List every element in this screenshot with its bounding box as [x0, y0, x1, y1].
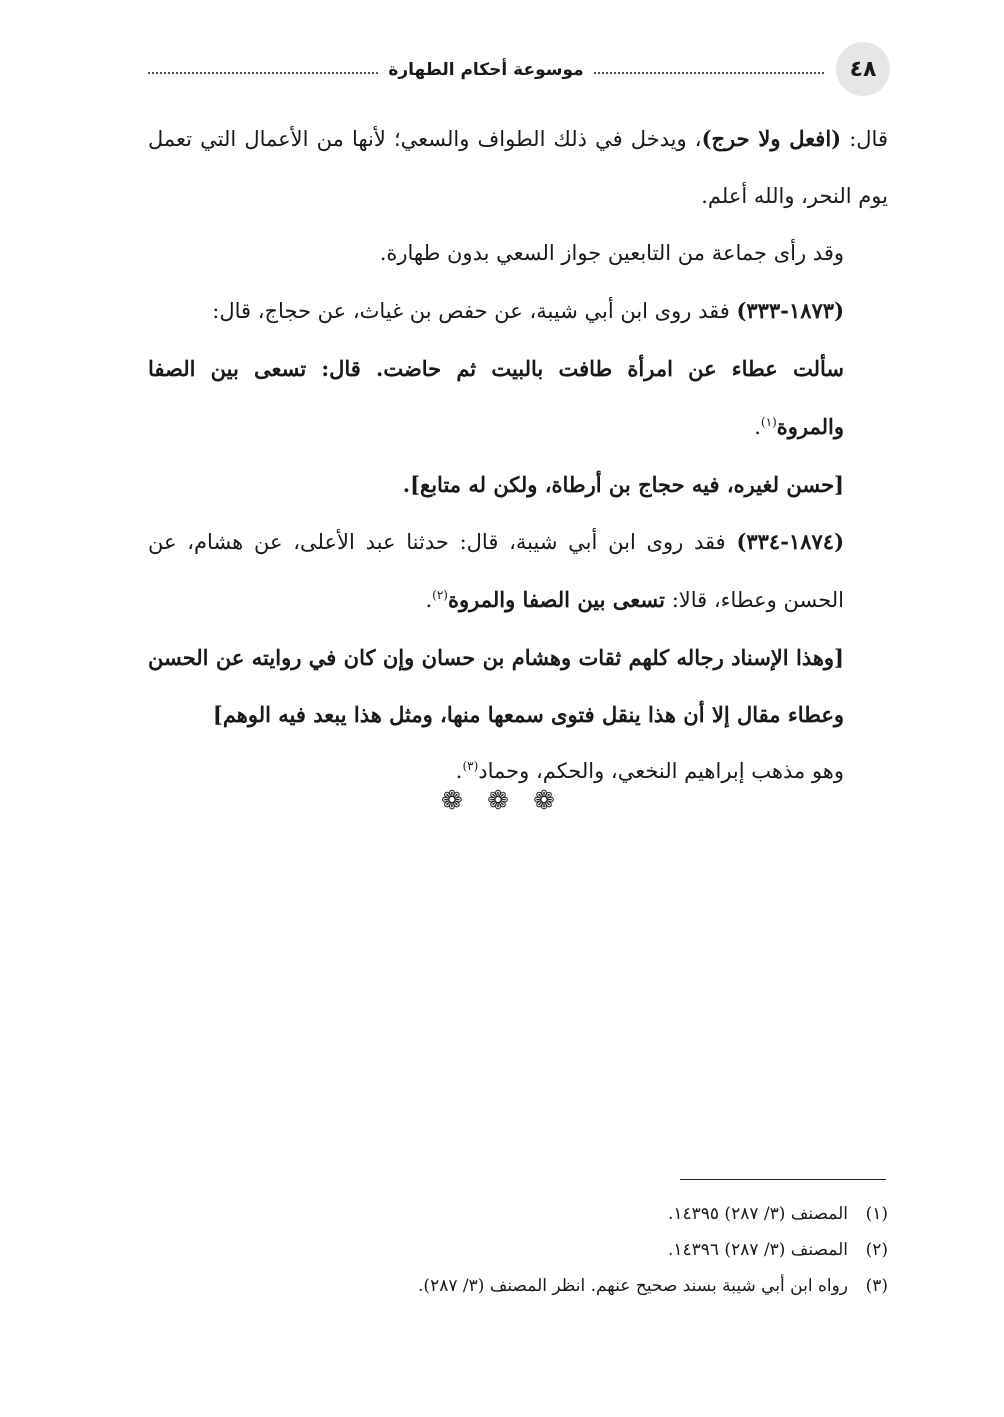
page-header [148, 42, 890, 98]
footnote-text: المصنف (٣/ ٢٨٧) ١٤٣٩٥. [667, 1204, 848, 1224]
header-dots-left [148, 72, 378, 74]
footnotes [148, 1196, 888, 1304]
footnote-text: رواه ابن أبي شيبة بسند صحيح عنهم. انظر المصنف (٣/ ٢٨٧). [418, 1276, 848, 1296]
p3-number: (١٨٧٣-٣٣٣) [736, 298, 844, 323]
page-number: ٤٨ [836, 42, 890, 96]
p1-before: قال: [841, 127, 888, 151]
p6-after: . [425, 588, 433, 612]
footnote-3 [148, 1268, 888, 1304]
running-header [148, 56, 824, 84]
footnote-1 [148, 1196, 888, 1232]
footnote-ref-1[interactable]: (١) [760, 415, 777, 429]
main-text [148, 110, 888, 800]
footnote-2 [148, 1232, 888, 1268]
p4-after: . [754, 415, 761, 439]
paragraph-2: وقد رأى جماعة من التابعين جواز السعي بدون طهارة. [379, 241, 844, 265]
p8-after: . [455, 759, 463, 783]
footnote-text: المصنف (٣/ ٢٨٧) ١٤٣٩٦. [667, 1240, 848, 1260]
header-dots-right [594, 72, 824, 74]
running-title: موسوعة أحكام الطهارة [388, 60, 584, 80]
paragraph-7: [وهذا الإسناد رجاله كلهم ثقات وهشام بن حسان وإن كان في روايته عن الحسن وعطاء مقال إلا أن هذا ينقل فتوى سمعها منها، ومثل هذا يبعد فيه الوهم] [148, 645, 844, 727]
footnote-divider [680, 1179, 886, 1180]
footnote-number: (١) [865, 1204, 888, 1224]
p1-after: ، ويدخل في ذلك الطواف والسعي؛ لأنها من الأعمال التي تعمل يوم النحر، والله أعلم. [148, 127, 888, 208]
footnote-number: (٣) [865, 1276, 888, 1296]
paragraph-5: [حسن لغيره، فيه حجاج بن أرطاة، ولكن له متابع]. [402, 472, 844, 497]
p1-bold: (افعل ولا حرج) [701, 126, 842, 151]
footnote-ref-2[interactable]: (٢) [432, 588, 448, 602]
p4-bold: سألت عطاء عن امرأة طافت بالبيت ثم حاضت. قال: تسعى بين الصفا والمروة [148, 356, 844, 439]
paragraph-1 [148, 110, 888, 225]
paragraph-4 [148, 340, 888, 456]
footnote-number: (٢) [865, 1240, 888, 1260]
footnote-ref-3[interactable]: (٣) [462, 759, 479, 773]
p6-number: (١٨٧٤-٣٣٤) [736, 529, 844, 554]
p8-text: وهو مذهب إبراهيم النخعي، والحكم، وحماد [478, 759, 844, 783]
section-ornament-icon: ❁ ❁ ❁ [441, 786, 563, 816]
p6-text: فقد روى ابن أبي شيبة، قال: حدثنا عبد الأعلى، عن هشام، عن الحسن وعطاء، قالا: [148, 530, 844, 612]
p6-bold: تسعى بين الصفا والمروة [447, 587, 666, 612]
paragraph-3 [148, 282, 888, 340]
paragraph-6 [148, 513, 888, 629]
p3-text: فقد روى ابن أبي شيبة، عن حفص بن غياث، عن حجاج، قال: [212, 299, 737, 323]
